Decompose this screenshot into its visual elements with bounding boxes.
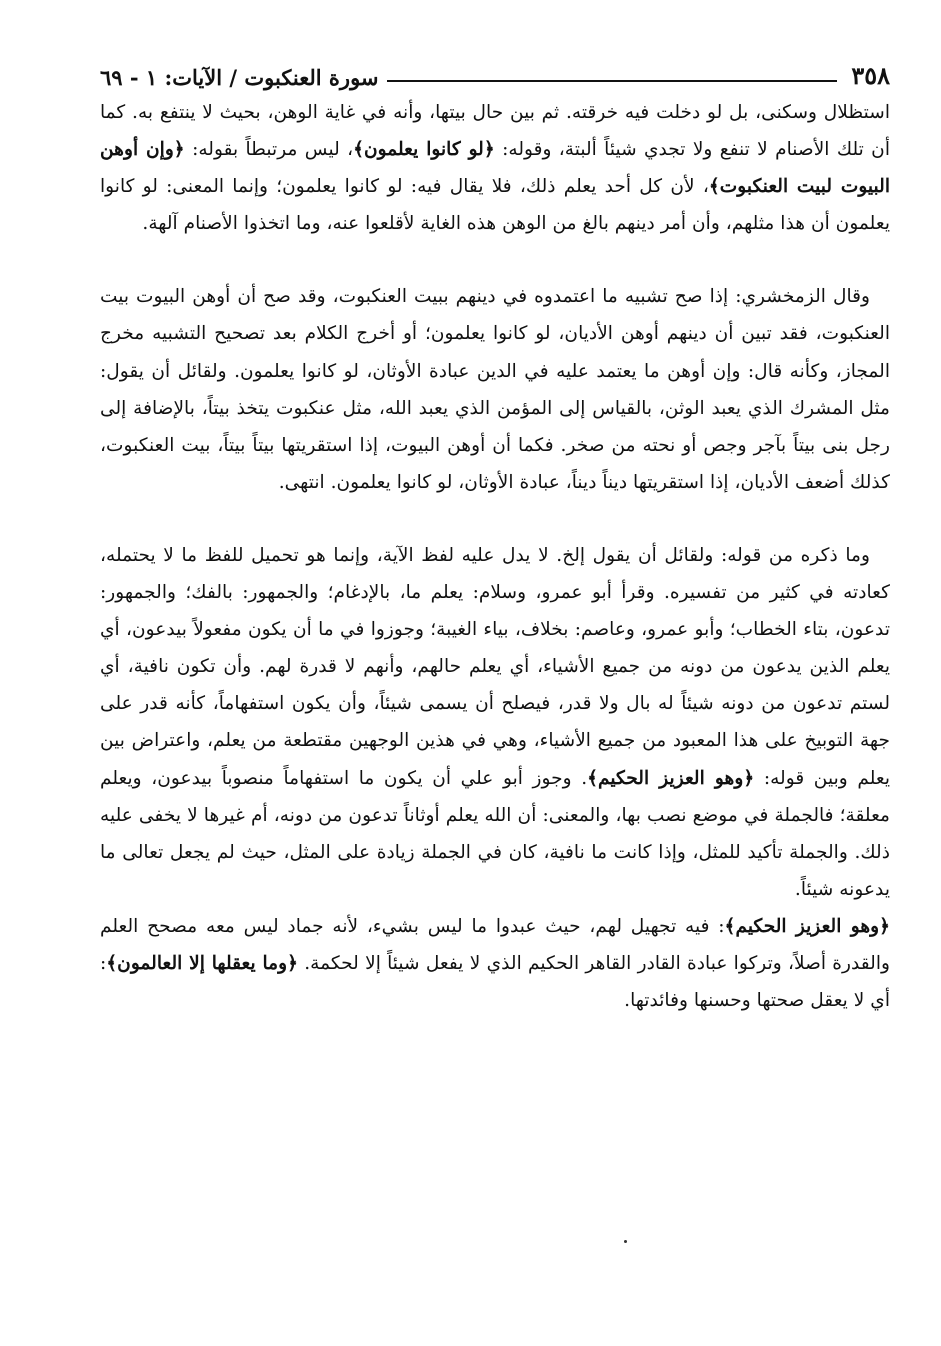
page-content bbox=[100, 48, 890, 1019]
quran-quote: ﴿وما يعقلها إلا العالمون﴾ bbox=[106, 952, 298, 974]
paragraph-3 bbox=[100, 537, 890, 908]
quran-quote: ﴿لو كانوا يعلمون﴾ bbox=[353, 139, 495, 161]
page-number: ٣٥٨ bbox=[851, 61, 890, 90]
paragraph-1-text-3: ، لأن كل أحد يعلم ذلك، فلا يقال فيه: لو كانوا يعلمون؛ وإنما المعنى: لو كانوا يعلمون أن هذا مثلهم، وأن أمر دينهم بالغ من الوهن هذه الغاية لأقلعوا عنه، وما اتخذوا الأصنام آلهة. bbox=[100, 176, 890, 235]
page-header bbox=[100, 48, 890, 88]
paragraph-3-text-1: وما ذكره من قوله: ولقائل أن يقول إلخ. لا يدل عليه لفظ الآية، وإنما هو تحميل للفظ ما لا يحتمله، كعادته في كثير من تفسيره. وقرأ أبو عمرو، وسلام: يعلم ما، بالإدغام؛ والجمهور: بالفك؛ والجمهور: تدعون، بتاء الخطاب؛ وأبو عمرو، وعاصم: بخلاف، بياء الغيبة؛ وجوزوا في ما أن يكون مفعولاً بيدعون، أي يعلم الذين يدعون من دونه من جميع الأشياء، أي يعلم حالهم، وأنهم لا قدرة لهم. وأن تكون نافية، أي لستم تدعون من دونه شيئاً له بال ولا قدر، فيصلح أن يسمى شيئاً، وأن يكون استفهاماً، كأنه قدر على جهة التوبيخ على هذا المعبود من جميع الأشياء، وهي في هذين الوجهين مقتطعة من يعلم، واعتراض بين يعلم وبين قوله: bbox=[100, 544, 890, 789]
paragraph-3-text-2: . وجوز أبو علي أن يكون ما استفهاماً منصوباً بيدعون، ويعلم معلقة؛ فالجملة في موضع نصب بها، والمعنى: أن الله يعلم أوثاناً تدعون من دونه، أم غيرها لا يخفى عليه ذلك. والجملة تأكيد للمثل، وإذا كانت ما نافية، كان في الجملة زيادة على المثل، حيث لم يجعل تعالى ما يدعونه شيئاً. bbox=[100, 767, 890, 900]
running-title: سورة العنكبوت / الآيات: ١ - ٦٩ bbox=[100, 65, 379, 90]
paragraph-2-text: وقال الزمخشري: إذا صح تشبيه ما اعتمدوه في دينهم ببيت العنكبوت، وقد صح أن أوهن البيوت بيت العنكبوت، فقد تبين أن دينهم أوهن الأديان، لو كانوا يعلمون؛ أو أخرج الكلام بعد تصحيح التشبيه مخرج المجاز، وكأنه قال: وإن أوهن ما يعتمد عليه في الدين عبادة الأوثان، لو كانوا يعلمون. ولقائل أن يقول: مثل المشرك الذي يعبد الوثن، بالقياس إلى المؤمن الذي يعبد الله، مثل عنكبوت يتخذ بيتاً، بالإضافة إلى رجل بنى بيتاً بآجر وجص أو نحته من صخر. فكما أن أوهن البيوت، إذا استقريتها بيتاً بيتاً، بيت العنكبوت، كذلك أضعف الأديان، إذا استقريتها ديناً ديناً، عبادة الأوثان، لو كانوا يعلمون. انتهى. bbox=[100, 286, 890, 493]
paragraph-2 bbox=[100, 278, 890, 501]
quran-quote: ﴿وهو العزيز الحكيم﴾ bbox=[587, 767, 755, 789]
paragraph-1 bbox=[100, 94, 890, 242]
quran-quote: ﴿وهو العزيز الحكيم﴾ bbox=[724, 915, 890, 937]
scan-speck bbox=[624, 1240, 627, 1243]
header-rule bbox=[387, 80, 838, 82]
paragraph-4-text-2: : أي لا يعقل صحتها وحسنها وفائدتها. bbox=[100, 952, 890, 1012]
paragraph-1-text-2: ، ليس مرتبطاً بقوله: bbox=[184, 139, 354, 161]
paragraph-4 bbox=[100, 908, 890, 1019]
paragraph-1-text-1: استظلال وسكنى، بل لو دخلت فيه خرقته. ثم بين حال بيتها، وأنه في غاية الوهن، بحيث لا ينتفع به. كما أن تلك الأصنام لا تنفع ولا تجدي شيئاً ألبتة، وقوله: bbox=[100, 102, 890, 161]
paragraph-4-text-1: : فيه تجهيل لهم، حيث عبدوا ما ليس بشيء، لأنه جماد ليس معه مصحح العلم والقدرة أصلاً، وتركوا عبادة القادر القاهر الحكيم الذي لا يفعل شيئاً إلا لحكمة. bbox=[100, 915, 890, 974]
quran-quote: ﴿وإن أوهن البيوت لبيت العنكبوت﴾ bbox=[100, 139, 890, 198]
